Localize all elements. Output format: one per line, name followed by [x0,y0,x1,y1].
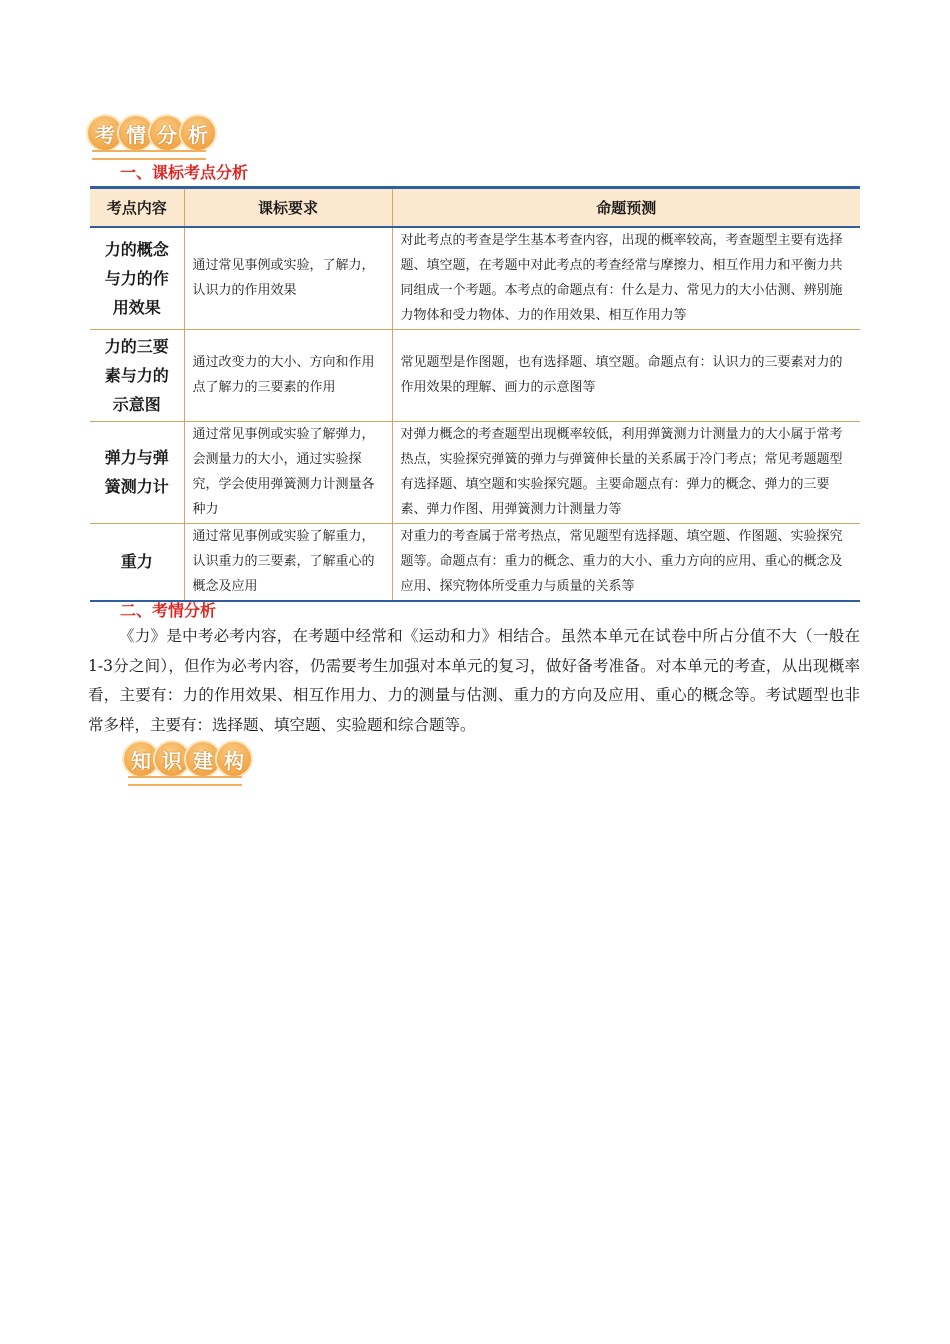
table-row [90,227,860,329]
header-requirement: 课标要求 [184,188,392,228]
badge-char: 知 [124,742,158,776]
kaoqing-badge [88,116,212,150]
requirement-cell: 通过常见事例或实验了解重力，认识重力的三要素，了解重心的概念及应用 [184,523,392,601]
section2-title: 二、考情分析 [120,601,217,620]
prediction-cell: 对弹力概念的考查题型出现概率较低，利用弹簧测力计测量力的大小属于常考热点，实验探究弹簧的弹力与弹簧伸长量的关系属于冷门考点；常见考题题型有选择题、填空题和实验探究题。主要命题点有：弹力的概念、弹力的三要素、弹力作图、用弹簧测力计测量力等 [392,421,860,523]
badge-char: 分 [150,116,184,150]
table-row [90,523,860,601]
section1-title: 一、课标考点分析 [120,163,249,182]
requirement-cell: 通过改变力的大小、方向和作用点了解力的三要素的作用 [184,329,392,421]
badge-char: 析 [181,116,215,150]
analysis-table [90,186,860,602]
badge-char: 考 [88,116,122,150]
badge-char: 识 [155,742,189,776]
badge-underline [92,150,206,160]
requirement-cell: 通过常见事例或实验，了解力，认识力的作用效果 [184,227,392,329]
topic-cell: 重力 [90,523,184,601]
topic-cell: 弹力与弹簧测力计 [90,421,184,523]
badge-char: 情 [119,116,153,150]
topic-cell: 力的概念与力的作用效果 [90,227,184,329]
badge-underline [128,776,242,786]
prediction-cell: 常见题型是作图题，也有选择题、填空题。命题点有：认识力的三要素对力的作用效果的理解、画力的示意图等 [392,329,860,421]
prediction-cell: 对重力的考查属于常考热点，常见题型有选择题、填空题、作图题、实验探究题等。命题点有：重力的概念、重力的大小、重力方向的应用、重心的概念及应用、探究物体所受重力与质量的关系等 [392,523,860,601]
header-prediction: 命题预测 [392,188,860,228]
requirement-cell: 通过常见事例或实验了解弹力，会测量力的大小，通过实验探究，学会使用弹簧测力计测量各种力 [184,421,392,523]
table-row [90,421,860,523]
badge-char: 建 [186,742,220,776]
prediction-cell: 对此考点的考查是学生基本考查内容，出现的概率较高，考查题型主要有选择题、填空题，在考题中对此考点的考查经常与摩擦力、相互作用力和平衡力共同组成一个考题。本考点的命题点有：什么是力、常见力的大小估测、辨别施力物体和受力物体、力的作用效果、相互作用力等 [392,227,860,329]
badge-char: 构 [217,742,251,776]
table-row [90,329,860,421]
table-header-row [90,188,860,228]
topic-cell: 力的三要素与力的示意图 [90,329,184,421]
header-topic: 考点内容 [90,188,184,228]
analysis-paragraph: 《力》是中考必考内容，在考题中经常和《运动和力》相结合。虽然本单元在试卷中所占分值不大（一般在1-3分之间），但作为必考内容，仍需要考生加强对本单元的复习，做好备考准备。对本单元的考查，从出现概率看，主要有：力的作用效果、相互作用力、力的测量与估测、重力的方向及应用、重心的概念等。考试题型也非常多样，主要有：选择题、填空题、实验题和综合题等。 [88,627,860,734]
zhishi-badge [124,742,248,776]
